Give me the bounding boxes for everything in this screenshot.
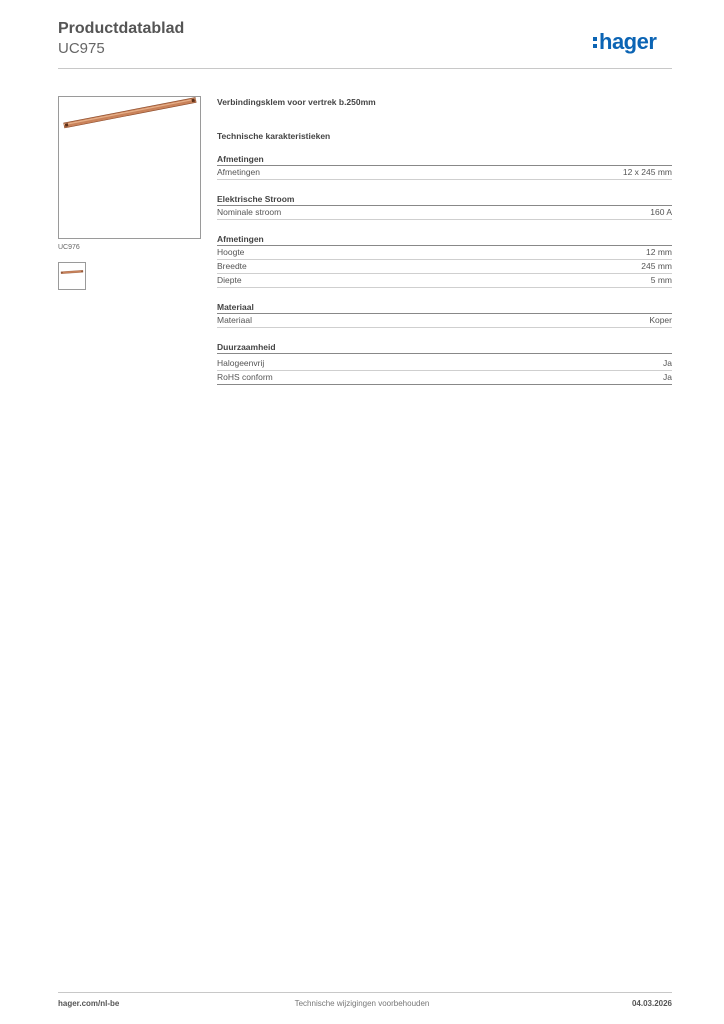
copper-busbar-thumbnail-icon <box>59 263 85 289</box>
spec-label: Afmetingen <box>217 167 260 177</box>
spec-value: 12 mm <box>646 247 672 257</box>
section-title: Materiaal <box>217 301 672 314</box>
spec-value: Ja <box>663 372 672 382</box>
spec-row <box>217 246 672 260</box>
section-afmetingen <box>217 153 672 180</box>
footer-divider <box>58 992 672 993</box>
spec-value: Koper <box>649 315 672 325</box>
spec-row <box>217 260 672 274</box>
section-title: Afmetingen <box>217 153 672 166</box>
footer-disclaimer: Technische wijzigingen voorbehouden <box>294 999 430 1008</box>
section-elektrische-stroom <box>217 193 672 220</box>
product-image <box>58 96 201 239</box>
spec-row <box>217 357 672 371</box>
tech-characteristics-title: Technische karakteristieken <box>217 131 331 141</box>
spec-value: 5 mm <box>650 275 672 285</box>
spec-row <box>217 314 672 328</box>
spec-row <box>217 206 672 220</box>
spec-value: Ja <box>663 358 672 368</box>
spec-row <box>217 274 672 288</box>
spec-table <box>217 96 672 385</box>
spec-label: Materiaal <box>217 315 252 325</box>
spec-label: Hoogte <box>217 247 245 257</box>
thumbnail-label: UC976 <box>58 244 80 251</box>
spec-label: Nominale stroom <box>217 207 282 217</box>
product-thumbnail[interactable] <box>58 262 86 290</box>
hager-logo[interactable] <box>593 29 656 55</box>
spec-label: Breedte <box>217 261 247 271</box>
page-title: Productdatablad <box>58 20 185 37</box>
logo-dots-icon <box>593 37 597 48</box>
logo-text: hager <box>599 29 657 54</box>
section-afmetingen-detail <box>217 233 672 288</box>
spec-value: 12 x 245 mm <box>622 167 672 177</box>
spec-value: 245 mm <box>641 261 672 271</box>
section-duurzaamheid <box>217 341 672 385</box>
spec-label: RoHS conform <box>217 372 273 382</box>
product-description: Verbindingsklem voor vertrek b.250mm <box>217 97 376 107</box>
product-code: UC975 <box>58 40 105 57</box>
section-title: Duurzaamheid <box>217 341 672 354</box>
spec-value: 160 A <box>650 207 672 217</box>
copper-busbar-image-icon <box>59 97 200 238</box>
spec-row <box>217 371 672 385</box>
footer-date: 04.03.2026 <box>631 999 672 1008</box>
spec-label: Halogeenvrij <box>217 358 265 368</box>
spec-row <box>217 166 672 180</box>
section-materiaal <box>217 301 672 328</box>
spec-label: Diepte <box>217 275 242 285</box>
section-title: Elektrische Stroom <box>217 193 672 206</box>
section-title: Afmetingen <box>217 233 672 246</box>
footer-website-link[interactable]: hager.com/nl-be <box>58 999 120 1008</box>
header-divider <box>58 68 672 69</box>
